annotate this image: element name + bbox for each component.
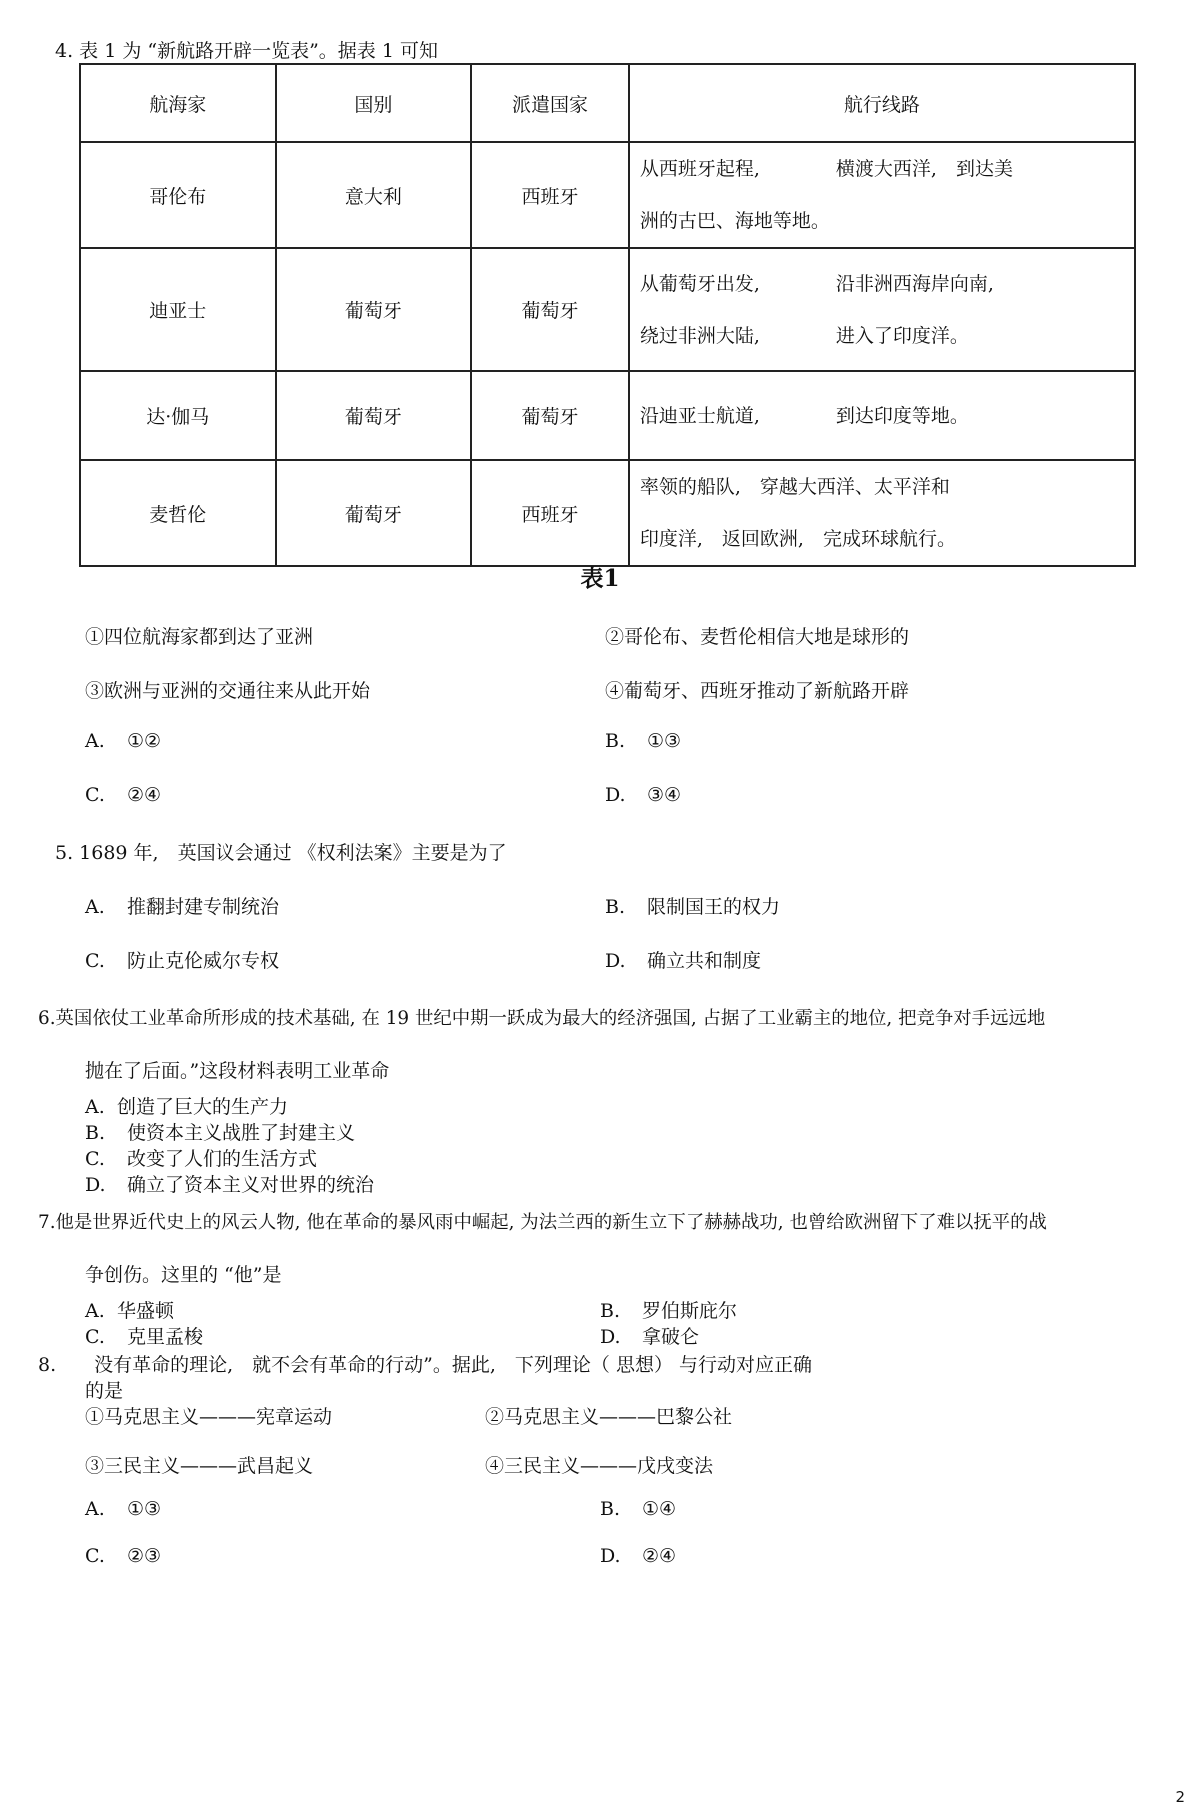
option-letter: D. [605, 950, 626, 972]
route-line: 洲的古巴、海地等地。 [639, 210, 830, 232]
option-letter: C. [85, 950, 105, 972]
cell-route [629, 371, 1135, 460]
q8-option-b[interactable] [600, 1498, 676, 1520]
route-line: 从葡萄牙出发, 沿非洲西海岸向南, [639, 272, 994, 295]
cell-navigator: 迪亚士 [80, 248, 276, 371]
cell-nationality: 葡萄牙 [276, 460, 472, 566]
q4-statement-2: ②哥伦布、麦哲伦相信大地是球形的 [605, 626, 910, 648]
header-sponsor: 派遣国家 [471, 64, 629, 142]
option-text: ②④ [642, 1545, 677, 1567]
option-letter: C. [85, 1148, 105, 1170]
option-text: ③④ [647, 784, 682, 806]
option-text: 确立了资本主义对世界的统治 [127, 1174, 375, 1196]
option-letter: A. [85, 1096, 105, 1118]
q6-option-a[interactable] [85, 1092, 288, 1119]
q8-statement-4: ④三民主义———戊戌变法 [485, 1455, 714, 1477]
option-text: ①③ [127, 1498, 162, 1520]
option-text: ①③ [647, 730, 682, 752]
q8-statement-1: ①马克思主义———宪章运动 [85, 1406, 333, 1428]
q7-option-d[interactable] [600, 1322, 699, 1349]
q7-stem-line1: 7.他是世界近代史上的风云人物, 他在革命的暴风雨中崛起, 为法兰西的新生立下了赫赫战功, 也曾给欧洲留下了难以抚平的战 [38, 1212, 1047, 1233]
cell-nationality: 葡萄牙 [276, 248, 472, 371]
option-letter: A. [85, 896, 105, 918]
table-row [80, 371, 1135, 460]
q4-option-d[interactable] [605, 784, 681, 806]
q7-option-a[interactable] [85, 1296, 174, 1323]
option-text: ①② [127, 730, 162, 752]
route-line: 沿迪亚士航道, 到达印度等地。 [639, 404, 969, 427]
option-text: 拿破仑 [642, 1326, 700, 1348]
q5-option-c[interactable] [85, 946, 279, 973]
option-text: 华盛顿 [117, 1300, 175, 1322]
route-line: 绕过非洲大陆, 进入了印度洋。 [639, 324, 969, 347]
q8-option-d[interactable] [600, 1545, 676, 1567]
q5-option-a[interactable] [85, 892, 279, 919]
cell-route [629, 142, 1135, 248]
option-letter: B. [85, 1122, 106, 1144]
q7-stem-line2: 争创伤。这里的 “他”是 [85, 1264, 282, 1286]
q6-stem-line1: 6.英国依仗工业革命所形成的技术基础, 在 19 世纪中期一跃成为最大的经济强国, 占据了工业霸主的地位, 把竞争对手远远地 [38, 1008, 1046, 1029]
option-letter: C. [85, 784, 105, 806]
option-letter: D. [600, 1545, 621, 1567]
cell-sponsor: 葡萄牙 [471, 248, 629, 371]
voyage-table [79, 63, 1136, 567]
q7-option-b[interactable] [600, 1296, 737, 1323]
q6-option-d[interactable] [85, 1170, 374, 1197]
q4-statement-3: ③欧洲与亚洲的交通往来从此开始 [85, 680, 371, 702]
cell-sponsor: 西班牙 [471, 142, 629, 248]
cell-sponsor: 西班牙 [471, 460, 629, 566]
table-caption: 表1 [580, 565, 620, 592]
q8-statement-3: ③三民主义———武昌起义 [85, 1455, 314, 1477]
q8-stem-line1: 8. 没有革命的理论, 就不会有革命的行动”。据此, 下列理论（ 思想） 与行动对应正确 [38, 1354, 813, 1376]
option-text: 克里孟梭 [127, 1326, 204, 1348]
option-letter: C. [85, 1545, 105, 1567]
option-letter: B. [600, 1300, 621, 1322]
cell-nationality: 意大利 [276, 142, 472, 248]
option-text: ②③ [127, 1545, 162, 1567]
q4-option-b[interactable] [605, 730, 681, 752]
header-nationality: 国别 [276, 64, 472, 142]
q4-option-a[interactable] [85, 730, 161, 752]
option-text: 限制国王的权力 [647, 896, 781, 918]
option-letter: C. [85, 1326, 105, 1348]
cell-navigator: 麦哲伦 [80, 460, 276, 566]
q4-stem: 4. 表 1 为 “新航路开辟一览表”。据表 1 可知 [55, 40, 438, 62]
option-text: 防止克伦威尔专权 [127, 950, 280, 972]
option-letter: A. [85, 1498, 105, 1520]
q8-stem-line2: 的是 [85, 1380, 124, 1402]
option-letter: D. [605, 784, 626, 806]
option-text: 创造了巨大的生产力 [117, 1096, 289, 1118]
q5-option-b[interactable] [605, 892, 780, 919]
q4-option-c[interactable] [85, 784, 161, 806]
option-letter: D. [85, 1174, 106, 1196]
option-letter: D. [600, 1326, 621, 1348]
q4-statement-4: ④葡萄牙、西班牙推动了新航路开辟 [605, 680, 910, 702]
cell-route [629, 248, 1135, 371]
q8-option-a[interactable] [85, 1498, 161, 1520]
q4-statement-1: ①四位航海家都到达了亚洲 [85, 626, 314, 648]
page-number: 2 [1175, 1788, 1185, 1806]
q6-option-b[interactable] [85, 1118, 355, 1145]
cell-sponsor: 葡萄牙 [471, 371, 629, 460]
cell-nationality: 葡萄牙 [276, 371, 472, 460]
q5-option-d[interactable] [605, 946, 761, 973]
option-text: ①④ [642, 1498, 677, 1520]
option-letter: B. [605, 730, 626, 752]
option-letter: A. [85, 1300, 105, 1322]
q6-stem-line2: 抛在了后面。”这段材料表明工业革命 [85, 1060, 390, 1082]
q8-statement-2: ②马克思主义———巴黎公社 [485, 1406, 733, 1428]
table-row [80, 248, 1135, 371]
q8-option-c[interactable] [85, 1545, 161, 1567]
header-navigator: 航海家 [80, 64, 276, 142]
table-row [80, 142, 1135, 248]
q7-option-c[interactable] [85, 1322, 203, 1349]
option-text: 推翻封建专制统治 [127, 896, 280, 918]
route-line: 从西班牙起程, 横渡大西洋, 到达美 [639, 158, 1013, 180]
option-text: 改变了人们的生活方式 [127, 1148, 318, 1170]
option-text: 罗伯斯庇尔 [642, 1300, 738, 1322]
option-text: ②④ [127, 784, 162, 806]
option-letter: A. [85, 730, 105, 752]
cell-navigator: 哥伦布 [80, 142, 276, 248]
table-header-row [80, 64, 1135, 142]
q6-option-c[interactable] [85, 1144, 317, 1171]
cell-navigator: 达·伽马 [80, 371, 276, 460]
q5-stem: 5. 1689 年, 英国议会通过 《权利法案》主要是为了 [55, 842, 507, 864]
header-route: 航行线路 [629, 64, 1135, 142]
option-text: 确立共和制度 [647, 950, 762, 972]
table-row [80, 460, 1135, 566]
route-line: 率领的船队, 穿越大西洋、太平洋和 [639, 476, 950, 498]
option-letter: B. [605, 896, 626, 918]
cell-route [629, 460, 1135, 566]
route-line: 印度洋, 返回欧洲, 完成环球航行。 [639, 528, 956, 550]
option-text: 使资本主义战胜了封建主义 [127, 1122, 356, 1144]
option-letter: B. [600, 1498, 621, 1520]
